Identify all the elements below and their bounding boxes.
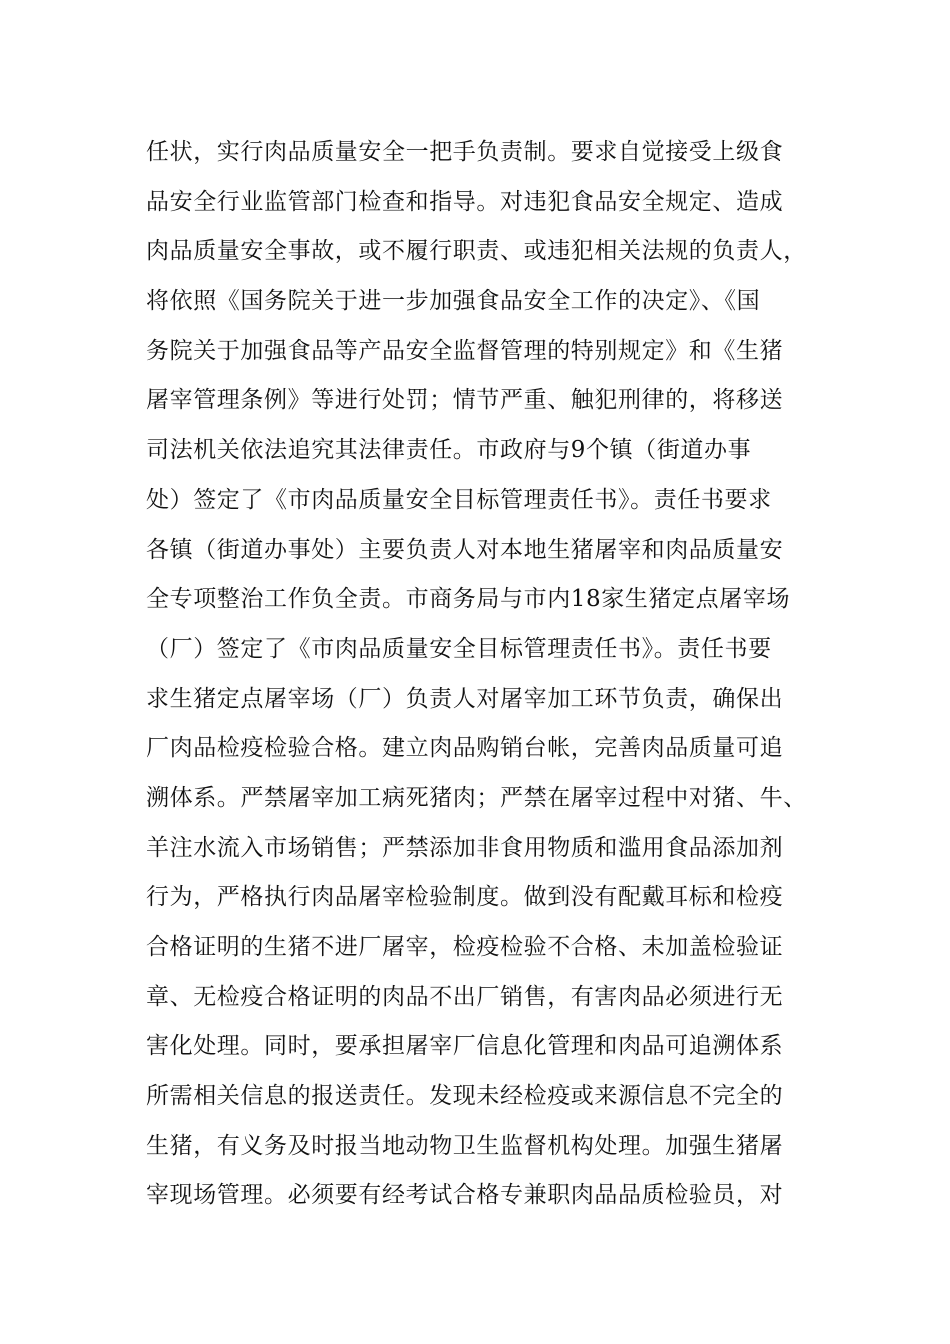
text-line: 务院关于加强食品等产品安全监督管理的特别规定》和《生猪 xyxy=(146,337,784,364)
text-line: （厂）签定了《市肉品质量安全目标管理责任书》。责任书要 xyxy=(146,635,772,662)
text-line: 厂肉品检疫检验合格。建立肉品购销台帐，完善肉品质量可追 xyxy=(146,735,784,762)
text-line: 屠宰管理条例》等进行处罚；情节严重、触犯刑律的，将移送 xyxy=(146,387,784,414)
text-line: 各镇（街道办事处）主要负责人对本地生猪屠宰和肉品质量安 xyxy=(146,536,784,563)
text-line: 行为，严格执行肉品屠宰检验制度。做到没有配戴耳标和检疫 xyxy=(146,884,784,911)
text-line: 将依照《国务院关于进一步加强食品安全工作的决定》、《国 xyxy=(146,288,761,315)
text-line: 章、无检疫合格证明的肉品不出厂销售，有害肉品必须进行无 xyxy=(146,983,784,1010)
text-line: 合格证明的生猪不进厂屠宰，检疫检验不合格、未加盖检验证 xyxy=(146,934,784,960)
text-line: 品安全行业监管部门检查和指导。对违犯食品安全规定、造成 xyxy=(146,188,784,215)
text-line: 宰现场管理。必须要有经考试合格专兼职肉品品质检验员，对 xyxy=(146,1182,784,1209)
text-line: 司法机关依法追究其法律责任。市政府与9个镇（街道办事 xyxy=(146,437,752,464)
text-line: 处）签定了《市肉品质量安全目标管理责任书》。责任书要求 xyxy=(146,486,772,513)
text-line: 任状，实行肉品质量安全一把手负责制。要求自觉接受上级食 xyxy=(146,139,784,165)
text-line: 肉品质量安全事故，或不履行职责、或违犯相关法规的负责人， xyxy=(146,238,807,265)
text-line: 求生猪定点屠宰场（厂）负责人对屠宰加工环节负责，确保出 xyxy=(146,685,784,712)
body-text xyxy=(146,128,826,1221)
text-line: 全专项整治工作负全责。市商务局与市内18家生猪定点屠宰场 xyxy=(146,586,791,613)
text-line: 羊注水流入市场销售；严禁添加非食用物质和滥用食品添加剂 xyxy=(146,834,784,861)
text-line: 溯体系。严禁屠宰加工病死猪肉；严禁在屠宰过程中对猪、牛、 xyxy=(146,784,807,811)
text-line: 生猪，有义务及时报当地动物卫生监督机构处理。加强生猪屠 xyxy=(146,1132,784,1159)
text-line: 所需相关信息的报送责任。发现未经检疫或来源信息不完全的 xyxy=(146,1083,784,1110)
text-line: 害化处理。同时，要承担屠宰厂信息化管理和肉品可追溯体系 xyxy=(146,1033,784,1060)
